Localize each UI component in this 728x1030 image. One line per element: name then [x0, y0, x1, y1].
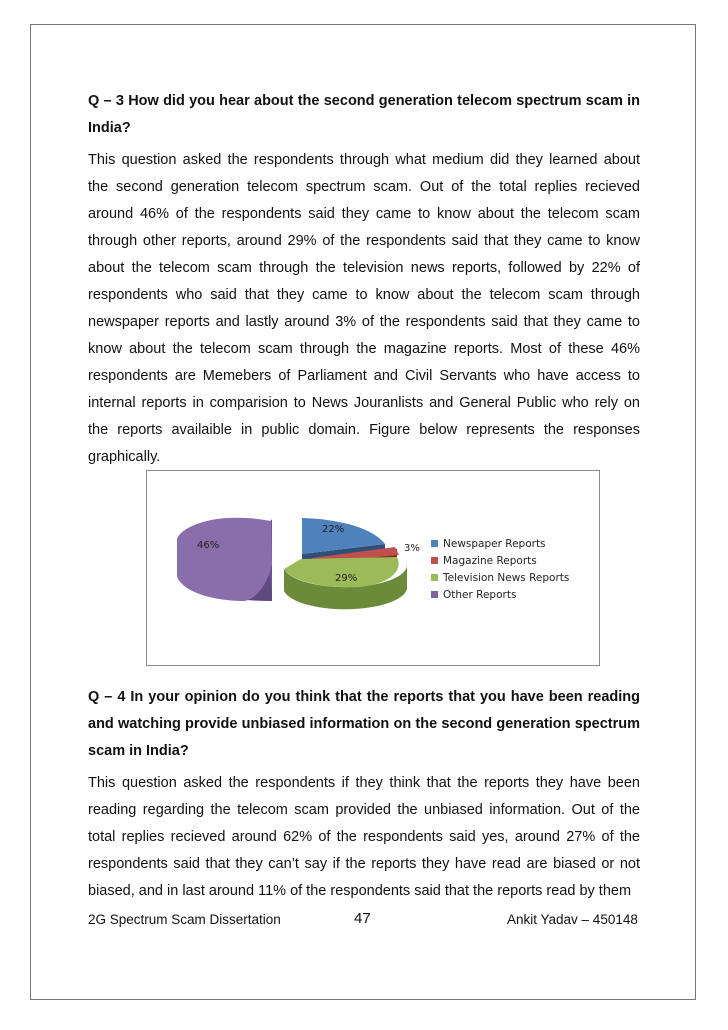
legend-swatch-television: [431, 574, 438, 581]
q3-heading: Q – 3 How did you hear about the second generation telecom spectrum scam in India?: [88, 93, 640, 136]
legend-label-newspaper: Newspaper Reports: [443, 538, 546, 550]
legend-swatch-magazine: [431, 557, 438, 564]
footer-author: Ankit Yadav – 450148: [507, 912, 638, 927]
legend-swatch-other: [431, 591, 438, 598]
legend: [431, 538, 569, 601]
q4-heading: Q – 4 In your opinion do you think that the reports that you have been reading and watching provide unbiased information on the second generation spectrum scam in India?: [88, 689, 640, 759]
label-other: 46%: [197, 540, 220, 551]
q4-paragraph: This question asked the respondents if they think that the reports they have been reading regarding the telecom scam provided the unbiased information. Out of the total replies recieved around 62% of the respondents said yes, around 27% of the respondents said that they can’t say if the reports they have read are biased or not biased, and in last around 11% of the respondents said that the reports read by them: [88, 775, 640, 899]
legend-label-magazine: Magazine Reports: [443, 555, 537, 567]
page-number: 47: [354, 910, 371, 927]
pie-chart-svg: [147, 471, 599, 665]
slice-other-reports: [177, 518, 272, 601]
legend-label-other: Other Reports: [443, 589, 517, 601]
label-magazine: 3%: [404, 543, 420, 554]
q3-paragraph: This question asked the respondents through what medium did they learned about the second generation telecom spectrum scam. Out of the total replies recieved around 46% of the respondents said they came to know about the telecom scam through other reports, around 29% of the respondents said that they came to know about the telecom scam through the television news reports, followed by 22% of respondents who said that they came to know about the telecom scam through newspaper reports and lastly around 3% of the respondents said that they came to know about the telecom scam through the magazine reports. Most of these 46% respondents are Memebers of Parliament and Civil Servants who have access to internal reports in comparision to News Jouranlists and General Public who rely on the reports availaible in public domain. Figure below represents the responses graphically.: [88, 152, 640, 465]
label-television: 29%: [335, 573, 358, 584]
legend-label-television: Television News Reports: [443, 572, 570, 584]
label-newspaper: 22%: [322, 524, 345, 535]
legend-swatch-newspaper: [431, 540, 438, 547]
footer-title: 2G Spectrum Scam Dissertation: [88, 912, 281, 927]
pie-chart: [146, 470, 600, 666]
